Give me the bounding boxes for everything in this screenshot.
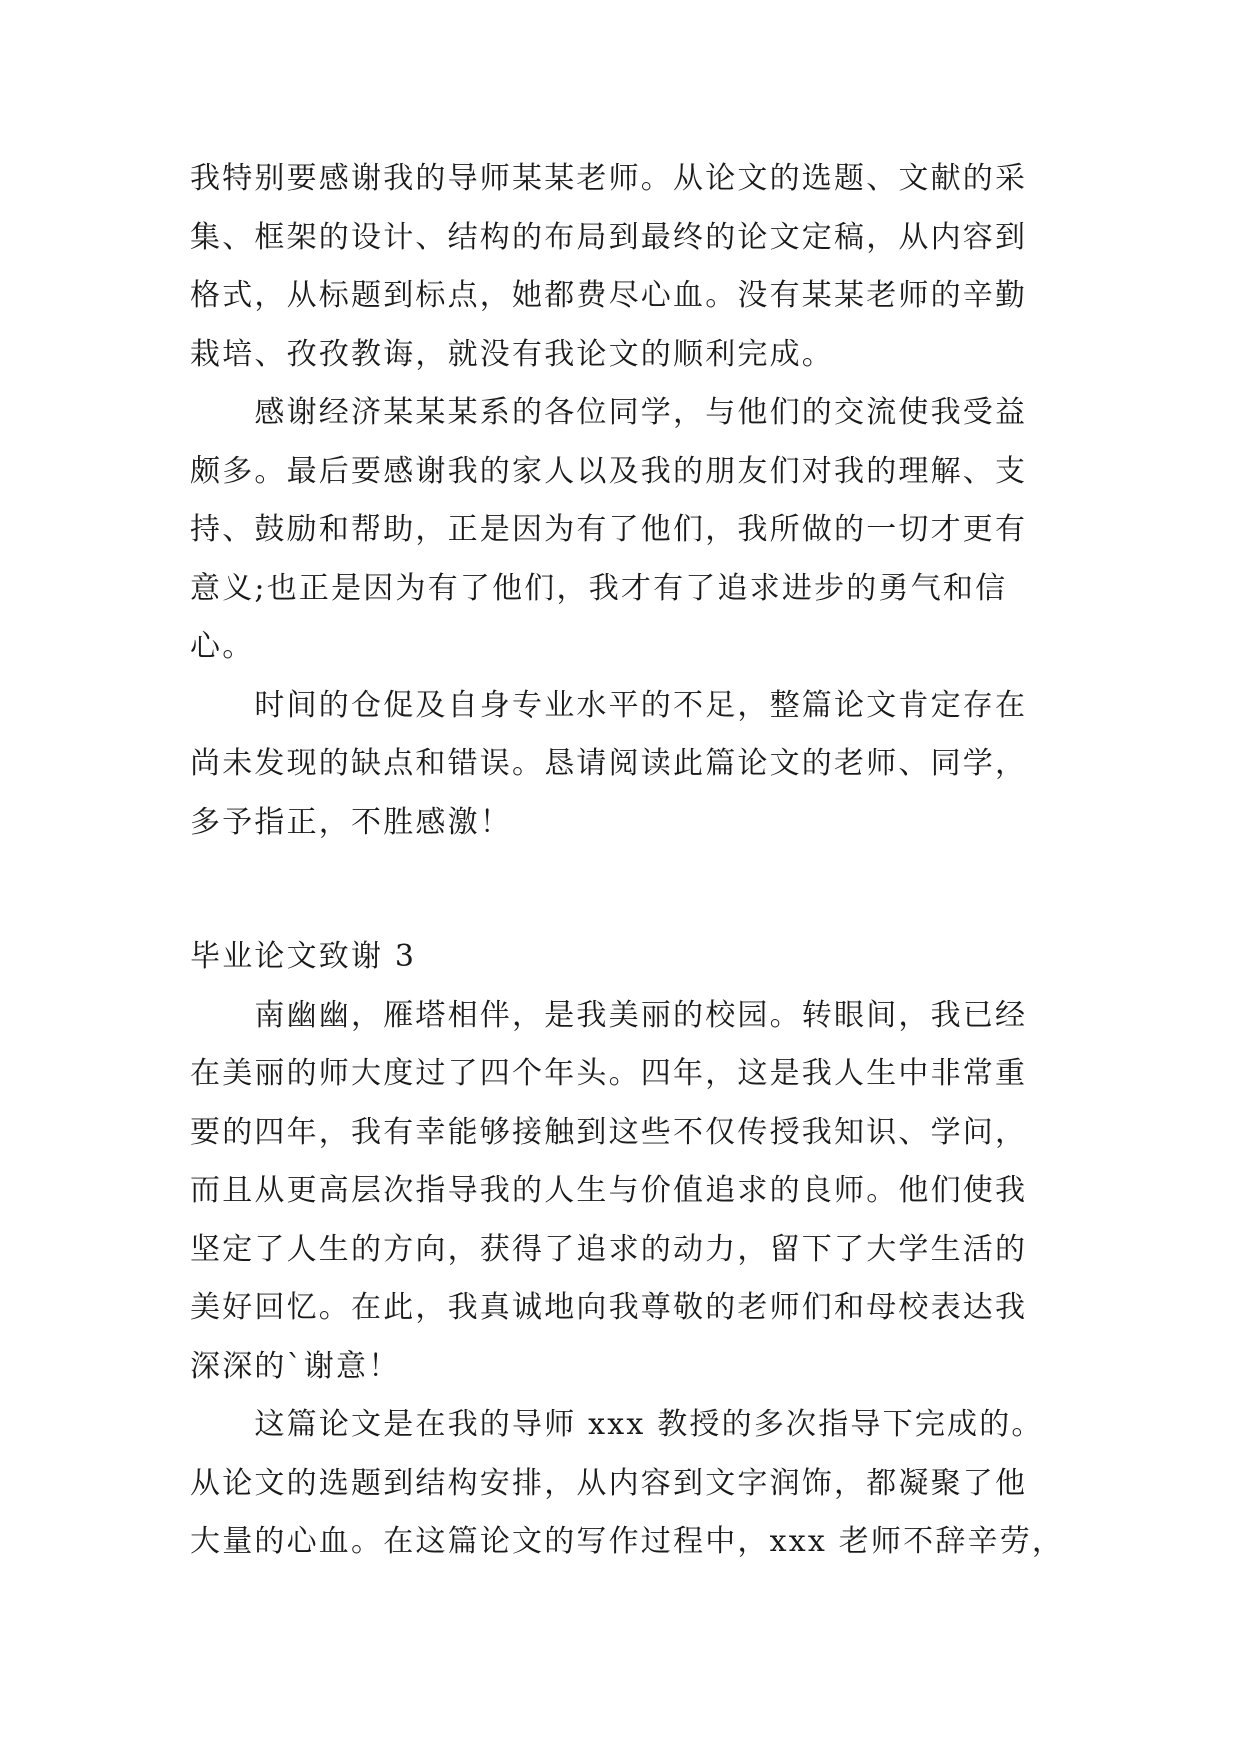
text-line: 心。 (190, 629, 255, 664)
text-line: 在美丽的师大度过了四个年头。四年，这是我人生中非常重 (190, 1056, 1028, 1091)
section-heading: 毕业论文致谢 3 (190, 939, 417, 974)
text-line: 大量的心血。在这篇论文的写作过程中，xxx 老师不辞辛劳， (190, 1524, 1065, 1559)
text-line: 感谢经济某某某系的各位同学，与他们的交流使我受益 (190, 395, 1028, 430)
text-line: 从论文的选题到结构安排，从内容到文字润饰，都凝聚了他 (190, 1465, 1028, 1501)
text-line: 深深的`谢意！ (190, 1348, 401, 1384)
text-line: 颇多。最后要感谢我的家人以及我的朋友们对我的理解、支 (190, 453, 1028, 489)
text-line: 这篇论文是在我的导师 xxx 教授的多次指导下完成的。 (190, 1407, 1044, 1442)
document-body (190, 150, 1070, 1572)
text-line: 格式，从标题到标点，她都费尽心血。没有某某老师的辛勤 (190, 278, 1028, 313)
text-line: 我特别要感谢我的导师某某老师。从论文的选题、文献的采 (190, 161, 1028, 196)
paragraph-advisor-guidance (190, 1396, 1070, 1572)
paragraph-thanks-classmates-family (190, 384, 1070, 677)
paragraph-campus-memories (190, 987, 1070, 1397)
text-line: 栽培、孜孜教诲，就没有我论文的顺利完成。 (190, 336, 834, 372)
text-line: 时间的仓促及自身专业水平的不足，整篇论文肯定存在 (190, 687, 1028, 723)
text-line: 持、鼓励和帮助，正是因为有了他们，我所做的一切才更有 (190, 512, 1028, 547)
text-line: 集、框架的设计、结构的布局到最终的论文定稿，从内容到 (190, 219, 1028, 255)
text-line: 尚未发现的缺点和错误。恳请阅读此篇论文的老师、同学， (190, 746, 1028, 781)
text-line: 美好回忆。在此，我真诚地向我尊敬的老师们和母校表达我 (190, 1290, 1028, 1325)
paragraph-closing-remarks (190, 677, 1070, 853)
text-line: 要的四年，我有幸能够接触到这些不仅传授我知识、学问， (190, 1114, 1028, 1150)
text-line: 意义;也正是因为有了他们，我才有了追求进步的勇气和信 (190, 570, 1008, 606)
paragraph-thanks-advisor (190, 150, 1070, 384)
text-line: 多予指正，不胜感激！ (190, 804, 512, 840)
text-line: 南幽幽，雁塔相伴，是我美丽的校园。转眼间，我已经 (190, 997, 1028, 1033)
text-line: 而且从更高层次指导我的人生与价值追求的良师。他们使我 (190, 1173, 1028, 1208)
text-line: 坚定了人生的方向，获得了追求的动力，留下了大学生活的 (190, 1231, 1028, 1267)
